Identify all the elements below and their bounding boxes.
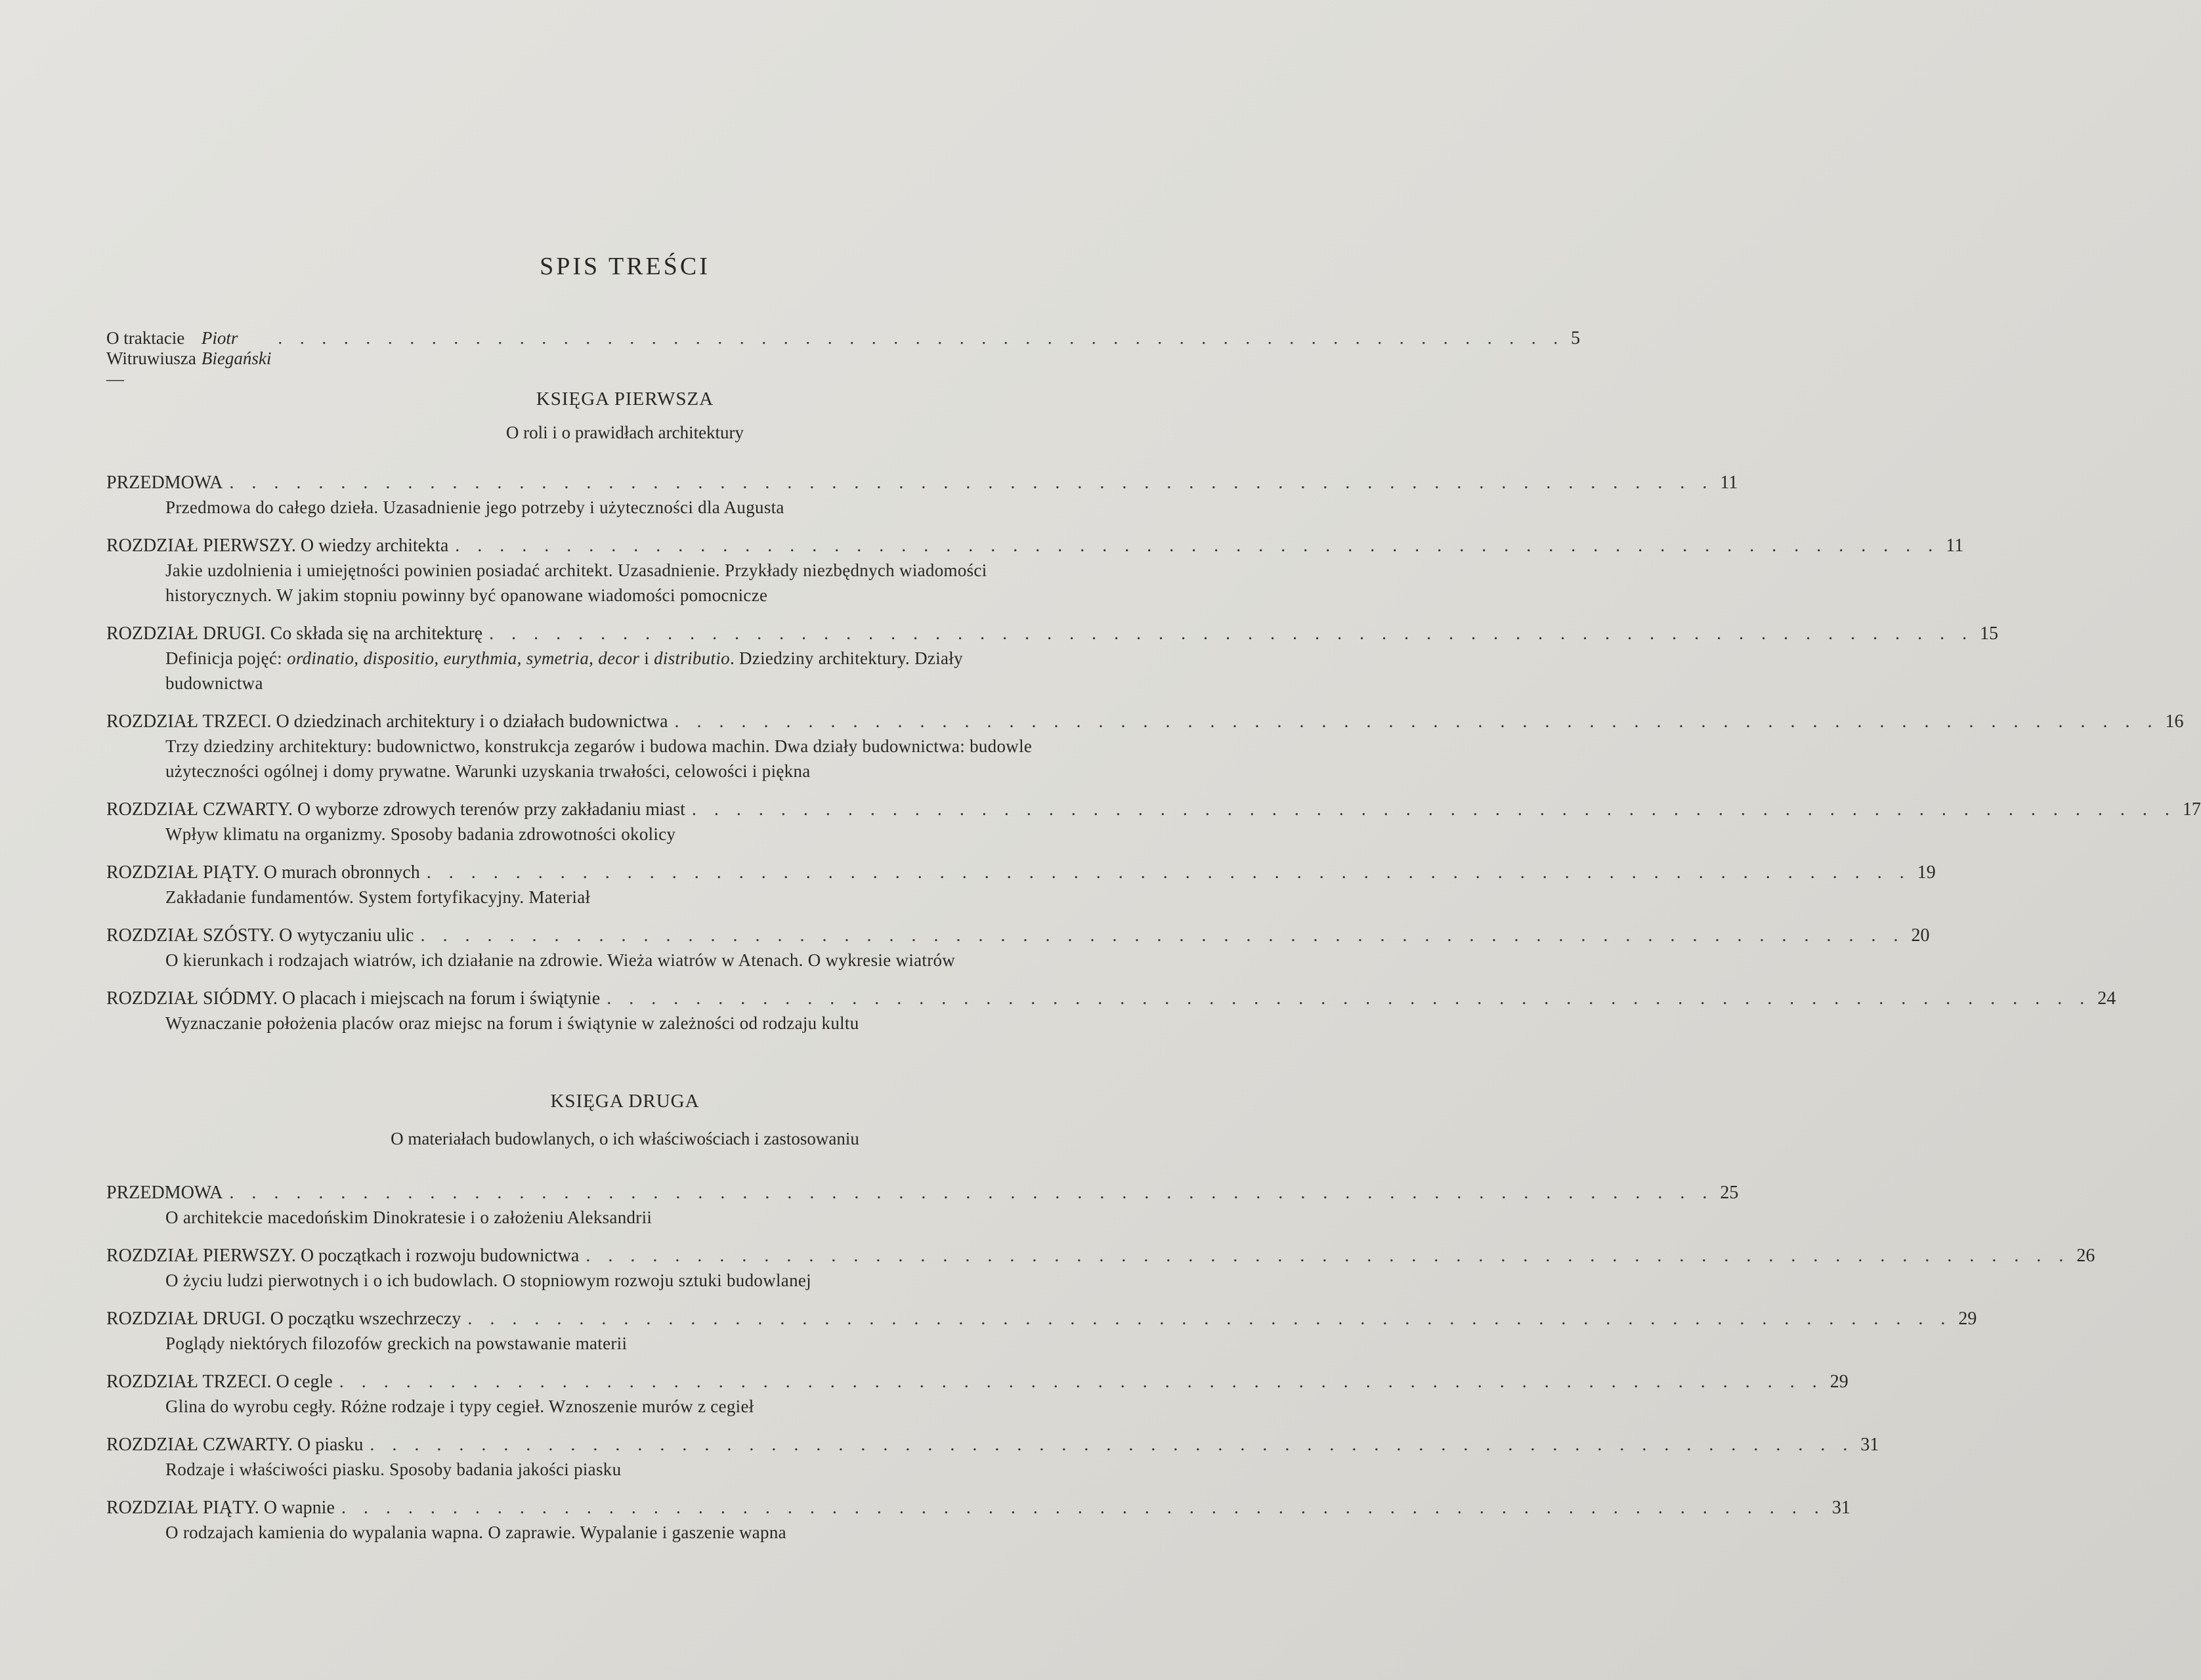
entry-label: ROZDZIAŁ PIERWSZY. O początkach i rozwoju budownictwa xyxy=(106,1246,580,1266)
page-number: 24 xyxy=(2097,988,2116,1009)
entry-description: Zakładanie fundamentów. System fortyfikacyjny. Materiał xyxy=(165,887,591,907)
toc-entry xyxy=(106,622,1999,696)
page-number: 11 xyxy=(1720,472,1738,493)
page-number: 5 xyxy=(1571,328,1581,348)
page-number: 29 xyxy=(1829,1372,1848,1392)
page-number: 17 xyxy=(2182,799,2201,820)
entry-label: ROZDZIAŁ TRZECI. O cegle xyxy=(106,1372,333,1392)
desc-text: . Dziedziny architektury. Działy budownictwa xyxy=(165,648,963,693)
entry-description: O życiu ludzi pierwotnych i o ich budowlach. O stopniowym rozwoju sztuki budowlanej xyxy=(165,1270,811,1290)
page-number: 31 xyxy=(1831,1498,1850,1518)
page-number: 19 xyxy=(1917,862,1936,883)
leader-dots: . . . . . . . . . . . . . . . . . . . . . . . . . . . . . . . . . . . . . . . . . . . . . . . . . . . . . . . . . . . . . . . . . . . xyxy=(455,536,1940,556)
book1-heading: KSIĘGA PIERWSZA xyxy=(536,388,714,410)
entry-label: PRZEDMOWA xyxy=(106,472,223,493)
toc-entry xyxy=(106,1181,1739,1230)
entry-description: Przedmowa do całego dzieła. Uzasadnienie jego potrzeby i użyteczności dla Augusta xyxy=(165,497,784,517)
leader-dots: . . . . . . . . . . . . . . . . . . . . . . . . . . . . . . . . . . . . . . . . . . . . . . . . . . . . . . . . . . . . . . . . . . . xyxy=(229,472,1714,493)
desc-text: Definicja pojęć: xyxy=(165,648,288,668)
entry-label: ROZDZIAŁ TRZECI. O dziedzinach architektury i o działach budownictwa xyxy=(106,711,668,732)
intro-label: O traktacie Witruwiusza — xyxy=(106,328,196,388)
toc-entry xyxy=(106,924,1930,973)
book2-heading: KSIĘGA DRUGA xyxy=(550,1091,700,1112)
page-number: 16 xyxy=(2165,711,2184,732)
entry-label: ROZDZIAŁ SZÓSTY. O wytyczaniu ulic xyxy=(106,925,414,946)
entry-description xyxy=(165,646,1065,696)
entry-description: O rodzajach kamienia do wypalania wapna. O zaprawie. Wypalanie i gaszenie wapna xyxy=(165,1522,786,1542)
entry-label: ROZDZIAŁ DRUGI. O początku wszechrzeczy xyxy=(106,1309,461,1329)
entry-label: PRZEDMOWA xyxy=(106,1183,223,1203)
entry-label: ROZDZIAŁ PIERWSZY. O wiedzy architekta xyxy=(106,536,449,556)
page-number: 26 xyxy=(2076,1246,2095,1266)
toc-entry xyxy=(106,987,2116,1036)
page-number: 20 xyxy=(1911,925,1930,946)
book2-toc xyxy=(106,1181,2095,1559)
book1-toc xyxy=(106,471,2201,1050)
intro-author: Piotr Biegański xyxy=(201,328,272,368)
leader-dots: . . . . . . . . . . . . . . . . . . . . . . . . . . . . . . . . . . . . . . . . . . . . . . . . . . . . . . . . . . . . . . . . . . . xyxy=(229,1183,1714,1203)
leader-dots: . . . . . . . . . . . . . . . . . . . . . . . . . . . . . . . . . . . . . . . . . . . . . . . . . . . . . . . . . . . xyxy=(278,328,1565,348)
toc-entry xyxy=(106,1433,1879,1482)
intro-entry xyxy=(106,328,1581,389)
desc-text: i xyxy=(639,648,654,668)
page-title: SPIS TREŚCI xyxy=(540,253,710,280)
toc-entry xyxy=(106,710,2184,784)
entry-description: Glina do wyrobu cegły. Różne rodzaje i typy cegieł. Wznoszenie murów z cegieł xyxy=(165,1396,754,1416)
toc-entry xyxy=(106,1496,1850,1545)
toc-entry xyxy=(106,1244,2095,1293)
entry-description: Poglądy niektórych filozofów greckich na powstawanie materii xyxy=(165,1334,628,1353)
toc-entry xyxy=(106,471,1738,520)
page-number: 25 xyxy=(1720,1183,1739,1203)
toc-entry xyxy=(106,798,2201,847)
book1-subtitle: O roli i o prawidłach architektury xyxy=(505,423,744,442)
page-number: 11 xyxy=(1946,536,1964,556)
entry-description: Trzy dziedziny architektury: budownictwo, konstrukcja zegarów i budowa machin. Dwa działy budownictwa: budowle użyteczności ogólnej i domy prywatne. Warunki uzyskania trwałości, celowości i piękna xyxy=(165,736,1033,781)
entry-label: ROZDZIAŁ CZWARTY. O piasku xyxy=(106,1435,364,1455)
leader-dots: . . . . . . . . . . . . . . . . . . . . . . . . . . . . . . . . . . . . . . . . . . . . . . . . . . . . . . . . . . . . . . . . . . . xyxy=(339,1372,1824,1392)
page-number: 15 xyxy=(1980,623,1999,644)
entry-label: ROZDZIAŁ PIĄTY. O wapnie xyxy=(106,1498,335,1518)
toc-entry xyxy=(106,534,1964,608)
entry-label: ROZDZIAŁ DRUGI. Co składa się na architekturę xyxy=(106,623,483,644)
entry-description: Jakie uzdolnienia i umiejętności powinien posiadać architekt. Uzasadnienie. Przykłady niezbędnych wiadomości historycznych. W jakim stopniu powinny być opanowane wiadomości pomocnicze xyxy=(165,560,987,605)
entry-label: ROZDZIAŁ SIÓDMY. O placach i miejscach na forum i świątynie xyxy=(106,988,601,1009)
leader-dots: . . . . . . . . . . . . . . . . . . . . . . . . . . . . . . . . . . . . . . . . . . . . . . . . . . . . . . . . . . . . . . . . . . . xyxy=(467,1309,1952,1329)
leader-dots: . . . . . . . . . . . . . . . . . . . . . . . . . . . . . . . . . . . . . . . . . . . . . . . . . . . . . . . . . . . . . . . . . . . xyxy=(607,988,2091,1009)
leader-dots: . . . . . . . . . . . . . . . . . . . . . . . . . . . . . . . . . . . . . . . . . . . . . . . . . . . . . . . . . . . . . . . . . . . xyxy=(370,1435,1854,1455)
leader-dots: . . . . . . . . . . . . . . . . . . . . . . . . . . . . . . . . . . . . . . . . . . . . . . . . . . . . . . . . . . . . . . . . . . . xyxy=(691,799,2176,820)
leader-dots: . . . . . . . . . . . . . . . . . . . . . . . . . . . . . . . . . . . . . . . . . . . . . . . . . . . . . . . . . . . . . . . . . . . xyxy=(489,623,1974,644)
leader-dots: . . . . . . . . . . . . . . . . . . . . . . . . . . . . . . . . . . . . . . . . . . . . . . . . . . . . . . . . . . . . . . . . . . . xyxy=(586,1246,2070,1266)
book2-subtitle: O materiałach budowlanych, o ich właściwościach i zastosowaniu xyxy=(391,1129,859,1148)
toc-entry xyxy=(106,1307,1977,1356)
entry-label: ROZDZIAŁ PIĄTY. O murach obronnych xyxy=(106,862,420,883)
entry-description: O architekcie macedońskim Dinokratesie i o założeniu Aleksandrii xyxy=(165,1208,652,1227)
page-number: 31 xyxy=(1860,1435,1879,1455)
entry-description: Rodzaje i właściwości piasku. Sposoby badania jakości piasku xyxy=(165,1460,622,1479)
toc-entry xyxy=(106,861,1936,910)
leader-dots: . . . . . . . . . . . . . . . . . . . . . . . . . . . . . . . . . . . . . . . . . . . . . . . . . . . . . . . . . . . . . . . . . . . xyxy=(420,925,1905,946)
desc-terms: ordinatio, dispositio, eurythmia, symetria, decor xyxy=(287,648,640,668)
leader-dots: . . . . . . . . . . . . . . . . . . . . . . . . . . . . . . . . . . . . . . . . . . . . . . . . . . . . . . . . . . . . . . . . . . . xyxy=(426,862,1911,883)
desc-term: distributio xyxy=(654,648,730,668)
entry-description: O kierunkach i rodzajach wiatrów, ich działanie na zdrowie. Wieża wiatrów w Atenach. O wykresie wiatrów xyxy=(165,950,956,970)
toc-entry xyxy=(106,1370,1848,1419)
entry-label: ROZDZIAŁ CZWARTY. O wyborze zdrowych terenów przy zakładaniu miast xyxy=(106,799,685,820)
leader-dots: . . . . . . . . . . . . . . . . . . . . . . . . . . . . . . . . . . . . . . . . . . . . . . . . . . . . . . . . . . . . . . . . . . . xyxy=(341,1498,1826,1518)
page-number: 29 xyxy=(1958,1309,1977,1329)
entry-description: Wpływ klimatu na organizmy. Sposoby badania zdrowotności okolicy xyxy=(165,824,676,844)
entry-description: Wyznaczanie położenia placów oraz miejsc na forum i świątynie w zależności od rodzaju kultu xyxy=(165,1013,859,1033)
leader-dots: . . . . . . . . . . . . . . . . . . . . . . . . . . . . . . . . . . . . . . . . . . . . . . . . . . . . . . . . . . . . . . . . . . . xyxy=(674,711,2159,732)
